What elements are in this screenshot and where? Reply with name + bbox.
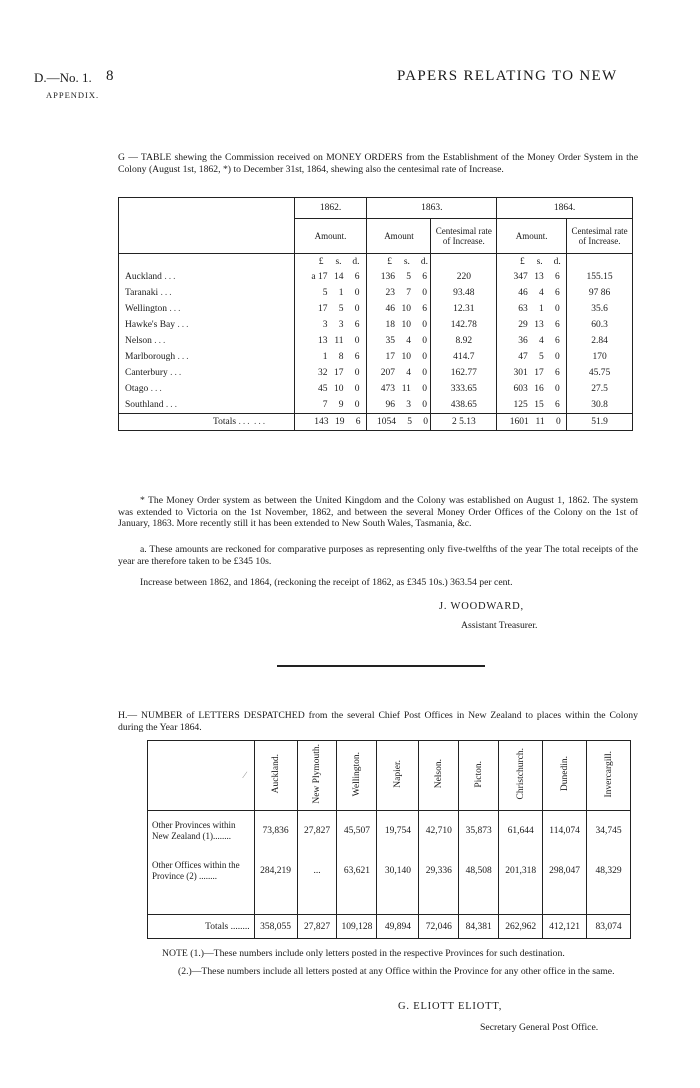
cell-value: 30,140 — [377, 851, 419, 891]
cell-value: ... — [297, 851, 337, 891]
column-header: Napier. — [392, 760, 403, 788]
totals-row: Totals ... ... 143 19 6 1054 5 0 2 5.13 1601 11 0 51.9 — [119, 414, 633, 431]
table-row: Otago ... 45 10 0 473 11 0 333.65 603 16 0 27.5 — [119, 381, 633, 397]
section-divider — [277, 665, 485, 667]
table-row: Taranaki ... 5 1 0 23 7 0 93.48 46 4 6 97 86 — [119, 285, 633, 301]
table-row — [148, 811, 631, 851]
cell-value: 27,827 — [297, 811, 337, 851]
header-blank-cell: ∕ — [244, 770, 246, 781]
place-name: Marlborough — [125, 352, 176, 362]
place-name: Wellington — [125, 304, 167, 314]
amount-1863-header: Amount — [367, 219, 431, 254]
cell-value: 284,219 — [254, 851, 297, 891]
cell-value: 48,508 — [459, 851, 499, 891]
table-row: Southland ... 7 9 0 96 3 0 438.65 125 15 6 30.8 — [119, 397, 633, 414]
centesimal-1863: 162.77 — [431, 365, 497, 381]
cell-value: 114,074 — [543, 811, 587, 851]
total-value: 412,121 — [543, 915, 587, 939]
place-name: Southland — [125, 400, 164, 410]
table-row: Canterbury ... 32 17 0 207 4 0 162.77 301 17 6 45.75 — [119, 365, 633, 381]
place-name: Canterbury — [125, 368, 168, 378]
year-1864-header: 1864. — [497, 198, 633, 219]
signer-g-title: Assistant Treasurer. — [461, 620, 538, 631]
signer-g: J. WOODWARD, — [439, 601, 524, 612]
cell-value: 298,047 — [543, 851, 587, 891]
centesimal-1863: 142.78 — [431, 317, 497, 333]
cell-value: 61,644 — [499, 811, 543, 851]
centesimal-1863: 333.65 — [431, 381, 497, 397]
note-h-2: (2.)—These numbers include all letters posted at any Office within the Province for any other office in the same. — [178, 966, 615, 977]
centesimal-1864: 45.75 — [567, 365, 633, 381]
signer-h: G. ELIOTT ELIOTT, — [398, 1001, 503, 1012]
table-g-caption: G — TABLE shewing the Commission received on MONEY ORDERS from the Establishment of the Money Order System in the Colony (August 1st, 1862, *) to December 31st, 1864, shewing also the centesimal rate of Increase. — [118, 152, 638, 175]
footnote-star: * The Money Order system as between the United Kingdom and the Colony was established on August 1, 1862. The system was extended to Victoria on the 1st November, 1862, and between the several Money Order Offices of the Colony on the 1st of January, 1863. More recently still it has been extended to New South Wales, Tasmania, &c. — [118, 495, 638, 529]
total-value: 72,046 — [419, 915, 459, 939]
centesimal-1863: 8.92 — [431, 333, 497, 349]
amount-1862-header: Amount. — [294, 219, 367, 254]
place-name: Otago — [125, 384, 149, 394]
column-header: Auckland. — [270, 754, 281, 794]
units-1863: £ s. d. — [387, 256, 428, 267]
table-h-caption: H.— NUMBER of LETTERS DESPATCHED from the several Chief Post Offices in New Zealand to places within the Colony during the Year 1864. — [118, 710, 638, 733]
total-value: 109,128 — [337, 915, 377, 939]
cell-value: 35,873 — [459, 811, 499, 851]
amount-1864-header: Amount. — [497, 219, 567, 254]
place-name: Hawke's Bay — [125, 320, 175, 330]
column-header: Wellington. — [351, 751, 362, 797]
totals-row — [148, 915, 631, 939]
cell-value: 201,318 — [499, 851, 543, 891]
cell-value: 34,745 — [587, 811, 631, 851]
centesimal-1864: 97 86 — [567, 285, 633, 301]
column-header: New Plymouth. — [312, 744, 323, 804]
appendix-label: APPENDIX. — [46, 90, 100, 100]
column-header: Picton. — [473, 760, 484, 788]
total-value: 83,074 — [587, 915, 631, 939]
total-value: 358,055 — [254, 915, 297, 939]
row-label: Other Provinces within New Zealand (1)........ — [152, 819, 236, 841]
year-1862-header: 1862. — [294, 198, 367, 219]
centesimal-1864: 170 — [567, 349, 633, 365]
cell-value: 19,754 — [377, 811, 419, 851]
cell-value: 29,336 — [419, 851, 459, 891]
centesimal-1863: 12.31 — [431, 301, 497, 317]
column-header: Christchurch. — [515, 748, 526, 800]
column-header: Nelson. — [433, 759, 444, 789]
centesimal-1864: 27.5 — [567, 381, 633, 397]
table-row: Hawke's Bay ... 3 3 6 18 10 0 142.78 29 13 6 60.3 — [119, 317, 633, 333]
place-name: Nelson — [125, 336, 152, 346]
centesimal-1864: 35.6 — [567, 301, 633, 317]
centesimal-1863: 220 — [431, 269, 497, 285]
cell-value: 48,329 — [587, 851, 631, 891]
units-1864: £ s. d. — [519, 256, 561, 267]
centesimal-1863: 438.65 — [431, 397, 497, 414]
column-header: Dunedin. — [559, 756, 570, 792]
place-name: Auckland — [125, 272, 162, 282]
table-row: Nelson ... 13 11 0 35 4 0 8.92 36 4 6 2.84 — [119, 333, 633, 349]
document-code: D.—No. 1. — [34, 70, 92, 85]
cell-value: 73,836 — [254, 811, 297, 851]
increase-note: Increase between 1862, and 1864, (reckoning the receipt of 1862, as £345 10s.) 363.54 per cent. — [140, 577, 513, 588]
centesimal-1863: 414.7 — [431, 349, 497, 365]
centesimal-1864: 30.8 — [567, 397, 633, 414]
row-label: Other Offices within the Province (2) ........ — [152, 859, 240, 881]
place-name: Taranaki — [125, 288, 159, 298]
centesimal-1864: 2.84 — [567, 333, 633, 349]
signer-h-title: Secretary General Post Office. — [480, 1022, 599, 1033]
centesimal-1863-header: Centesimal rate of Increase. — [431, 219, 497, 254]
total-value: 49,894 — [377, 915, 419, 939]
totals-label: Totals ........ — [205, 921, 250, 932]
letters-table — [147, 740, 631, 939]
cell-value: 63,621 — [337, 851, 377, 891]
total-value: 262,962 — [499, 915, 543, 939]
cell-value: 42,710 — [419, 811, 459, 851]
table-row — [148, 851, 631, 891]
table-row: Auckland ... a 17 14 6 136 5 6 220 347 13 6 155.15 — [119, 269, 633, 285]
centesimal-1864-header: Centesimal rate of Increase. — [567, 219, 633, 254]
centesimal-1863: 93.48 — [431, 285, 497, 301]
centesimal-1864: 155.15 — [567, 269, 633, 285]
centesimal-1864: 60.3 — [567, 317, 633, 333]
total-value: 84,381 — [459, 915, 499, 939]
cell-value: 45,507 — [337, 811, 377, 851]
column-header: Invercargill. — [603, 750, 614, 798]
table-row: Wellington ... 17 5 0 46 10 6 12.31 63 1 0 35.6 — [119, 301, 633, 317]
totals-label: Totals — [213, 417, 237, 427]
year-1863-header: 1863. — [367, 198, 497, 219]
note-h-1: NOTE (1.)—These numbers include only letters posted in the respective Provinces for such destination. — [162, 948, 565, 959]
running-title: PAPERS RELATING TO NEW — [397, 68, 618, 84]
total-value: 27,827 — [297, 915, 337, 939]
table-row: Marlborough ... 1 8 6 17 10 0 414.7 47 5 0 170 — [119, 349, 633, 365]
footnote-a: a. These amounts are reckoned for comparative purposes as representing only five-twelfths of the year The total receipts of the year are therefore taken to be £345 10s. — [118, 544, 638, 567]
page-number: 8 — [106, 68, 114, 84]
units-1862: £ s. d. — [318, 256, 360, 267]
money-order-table — [118, 197, 633, 431]
